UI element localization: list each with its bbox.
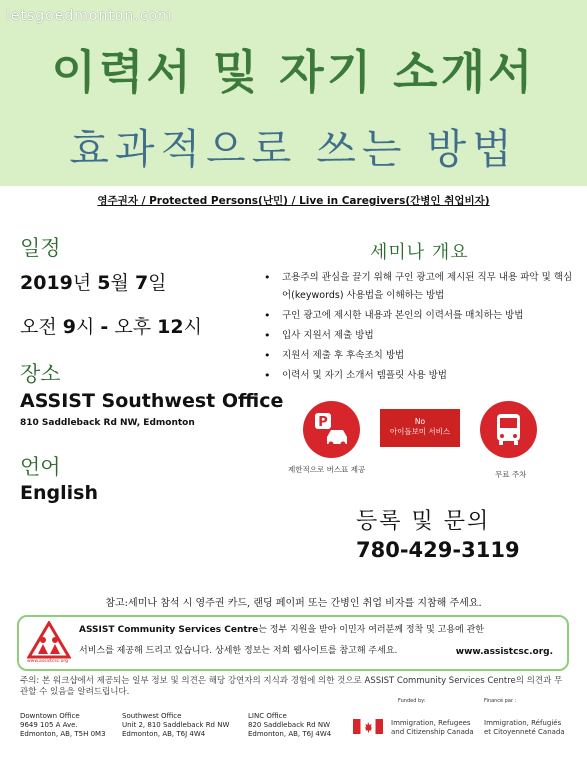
office-name: LINC Office — [248, 712, 287, 720]
header-banner — [0, 0, 587, 186]
dept-fr-line: Immigration, Réfugiés — [484, 719, 562, 727]
canada-flag-icon — [353, 719, 383, 734]
office-line: Edmonton, AB, T6J 4W4 — [122, 730, 206, 738]
time-start: 9 — [62, 316, 76, 338]
date-month: 5 — [97, 272, 111, 294]
office-name: Downtown Office — [20, 712, 80, 720]
notice-text: 참고:세미나 참석 시 영주권 카드, 랜딩 페이퍼 또는 간병인 취업 비자를 지참해 주세요. — [105, 598, 482, 609]
time-pm: 오후 — [114, 316, 152, 338]
overview-heading: 세미나 개요 — [370, 242, 469, 263]
bus-caption: 무료 주차 — [495, 470, 527, 479]
parking-caption: 제한적으로 버스표 제공 — [288, 465, 366, 474]
childcare-label: 아이돌보미 서비스 — [389, 427, 451, 436]
date-year: 2019 — [20, 272, 73, 294]
title-line-2: 효과적으로 쓰는 방법 — [69, 125, 518, 173]
finance-par-label: Financé par : — [484, 698, 517, 704]
schedule-date — [20, 268, 167, 295]
dept-french — [484, 719, 565, 737]
time-end: 12 — [157, 316, 184, 338]
venue-name: ASSIST Southwest Office — [20, 390, 284, 412]
title-line-1: 이력서 및 자기 소개서 — [51, 45, 536, 99]
time-start-suffix: 시 — [76, 316, 95, 338]
centre-line-2: 서비스를 제공해 드리고 있습니다. 상세한 정보는 저희 웹사이트를 참고해 주세요. — [79, 646, 398, 656]
venue-address: 810 Saddleback Rd NW, Edmonton — [20, 418, 195, 428]
office-line: Edmonton, AB, T6J 4W4 — [248, 730, 332, 738]
childcare-no: No — [414, 417, 426, 426]
audience-line: 영주권자 / Protected Persons(난민) / Live in Caregivers(간병인 취업비자) — [97, 195, 490, 207]
dept-fr-line: et Citoyenneté Canada — [484, 728, 565, 736]
overview-item: • 입사 지원서 제출 방법 — [262, 327, 577, 345]
overview-item: • 고용주의 관심을 끌기 위해 구인 광고에 제시된 직무 내용 파악 및 핵심어(keywords) 사용법을 이해하는 방법 — [262, 269, 577, 305]
funded-by-label: Funded by: — [398, 698, 426, 704]
language-heading: 언어 — [20, 455, 61, 479]
centre-url-link[interactable]: www.assistcsc.org. — [455, 647, 553, 657]
bus-icon — [480, 401, 537, 458]
svg-text:P: P — [318, 415, 328, 430]
office-line: 820 Saddleback Rd NW — [248, 721, 331, 729]
centre-name: ASSIST Community Services Centre — [79, 625, 259, 635]
office-name: Southwest Office — [122, 712, 182, 720]
date-day: 7 — [134, 272, 149, 294]
office-line: 9649 105 A Ave. — [20, 721, 78, 729]
overview-item: • 이력서 및 자기 소개서 템플릿 사용 방법 — [262, 367, 577, 385]
venue-heading: 장소 — [20, 362, 61, 386]
date-month-suffix: 월 — [110, 272, 129, 294]
overview-item: • 지원서 제출 후 후속조치 방법 — [262, 347, 577, 365]
office-downtown — [20, 712, 106, 739]
office-southwest — [122, 712, 229, 739]
schedule-time — [20, 312, 202, 339]
dept-en-line: and Citizenship Canada — [391, 728, 474, 736]
registration-phone[interactable]: 780-429-3119 — [356, 538, 520, 562]
schedule-heading: 일정 — [20, 236, 61, 260]
logo-caption: www.assistcsc.org — [27, 659, 68, 664]
childcare-badge — [380, 409, 460, 447]
date-day-suffix: 일 — [148, 272, 167, 294]
centre-line-1 — [79, 623, 484, 638]
time-am: 오전 — [20, 316, 57, 338]
office-line: Unit 2, 810 Saddleback Rd NW — [122, 721, 230, 729]
office-line: Edmonton, AB, T5H 0M3 — [20, 730, 106, 738]
overview-item: • 구인 광고에 제시한 내용과 본인의 이력서를 매치하는 방법 — [262, 307, 577, 325]
language-value: English — [20, 482, 98, 504]
parking-icon — [303, 401, 360, 458]
centre-info-box — [17, 615, 569, 671]
dept-en-line: Immigration, Refugees — [391, 719, 471, 727]
site-watermark: letsgoedmonton.com — [6, 8, 173, 24]
time-dash: - — [100, 316, 109, 338]
dept-english — [391, 719, 474, 737]
date-year-suffix: 년 — [72, 272, 92, 294]
time-end-suffix: 시 — [183, 316, 202, 338]
disclaimer: 주의: 본 워크샵에서 제공되는 일부 정보 및 의견은 해당 강연자의 지식과 경험에 의한 것으로 ASSIST Community Services Centre의 의견과 무관할 수 있음을 알려드립니다. — [20, 676, 563, 697]
overview-list — [262, 269, 577, 387]
office-linc — [248, 712, 331, 739]
centre-line-1-rest: 는 정부 지원을 받아 이민자 여러분께 정착 및 고용에 관한 — [258, 625, 484, 635]
registration-heading: 등록 및 문의 — [356, 509, 491, 534]
